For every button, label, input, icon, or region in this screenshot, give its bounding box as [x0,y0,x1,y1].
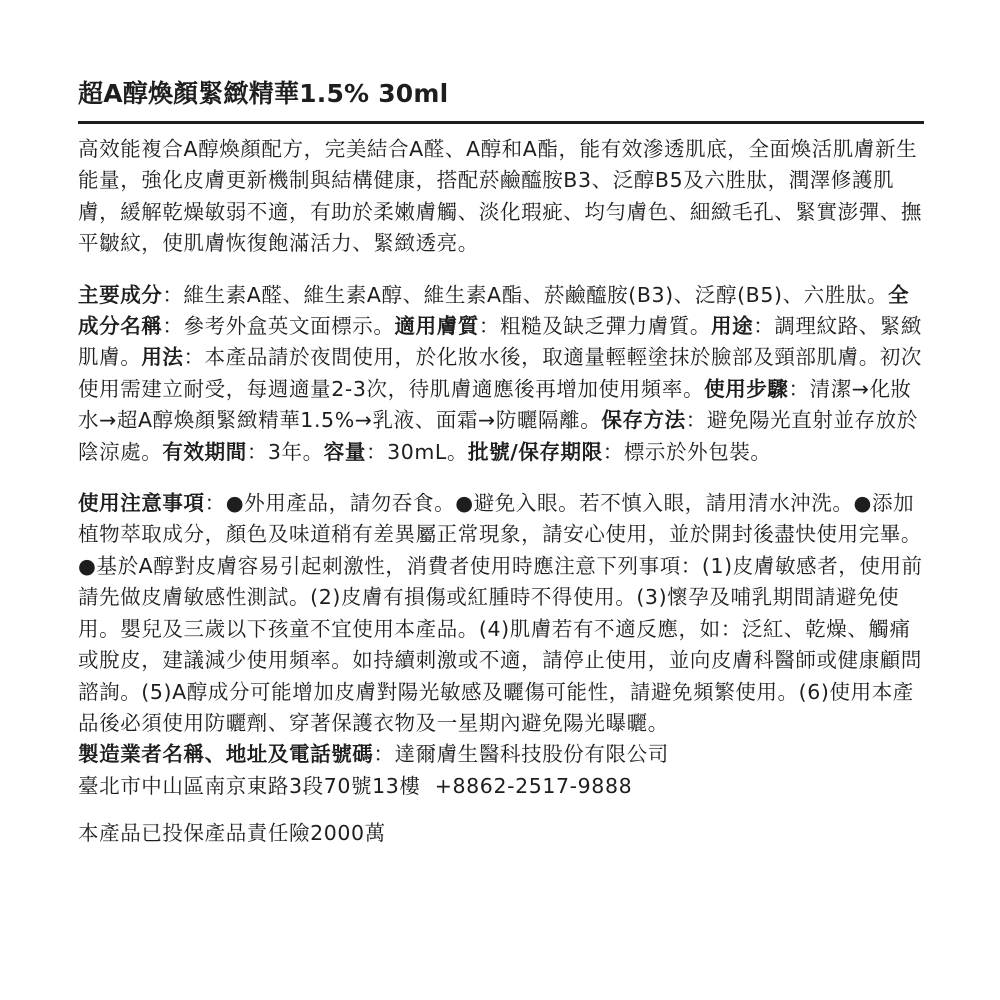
manufacturer-line [78,739,924,770]
cautions-text: ：●外用產品，請勿吞食。●避免入眼。若不慎入眼，請用清水沖洗。●添加植物萃取成分，顏色及味道稍有差異屬正常現象，請安心使用，並於開封後盡快使用完畢。●基於A醇對皮膚容易引起刺激性，消費者使用時應注意下列事項：(1)皮膚敏感者，使用前請先做皮膚敏感性測試。(2)皮膚有損傷或紅腫時不得使用。(3)懷孕及哺乳期間請避免使用。嬰兒及三歲以下孩童不宜使用本產品。(4)肌膚若有不適反應，如：泛紅、乾燥、觸痛或脫皮，建議減少使用頻率。如持續刺激或不適，請停止使用，並向皮膚科醫師或健康顧問諮詢。(5)A醇成分可能增加皮膚對陽光敏感及曬傷可能性，請避免頻繁使用。(6)使用本產品後必須使用防曬劑、穿著保護衣物及一星期內避免陽光曝曬。 [78,491,923,735]
skin-type-value: ：粗糙及缺乏彈力膚質。 [478,314,712,339]
product-title: 超A醇煥顏緊緻精華1.5% 30ml [78,79,449,108]
skin-type-label: 適用膚質 [394,314,479,339]
steps-label: 使用步驟 [704,376,789,401]
main-ingredients-value: ：維生素A醛、維生素A醇、維生素A酯、菸鹼醯胺(B3)、泛醇(B5)、六胜肽。 [162,282,889,307]
steps-value: ：清潔→化妝水→超A醇煥顏緊緻精華1.5%→乳液、面霜→防曬隔離。 [78,376,912,433]
info-paragraph [78,280,924,468]
validity-value: ：3年。 [246,439,324,464]
title-divider [78,121,924,124]
usage-label: 用法 [141,345,184,370]
capacity-label: 容量 [323,439,366,464]
manufacturer-label: 製造業者名稱、地址及電話號碼 [78,742,374,767]
main-ingredients-label: 主要成分 [78,282,163,307]
manufacturer-address: 臺北市中山區南京東路3段70號13樓 +8862-2517-9888 [78,773,633,798]
full-ingredients-label: 全成分名稱 [78,282,910,339]
insurance-note: 本產品已投保產品責任險2000萬 [78,821,386,846]
storage-value: ：避免陽光直射並存放於陰涼處。 [78,408,918,464]
description-paragraph: 高效能複合A醇煥顏配方，完美結合A醛、A醇和A酯，能有效滲透肌底，全面煥活肌膚新生能量，強化皮膚更新機制與結構健康，搭配菸鹼醯胺B3、泛醇B5及六胜肽，潤澤修護肌膚，緩解乾燥敏弱不適，有助於柔嫩膚觸、淡化瑕疵、均勻膚色、細緻毛孔、緊實澎彈、撫平皺紋，使肌膚恢復飽滿活力、緊緻透亮。 [78,137,922,256]
full-ingredients-value: ：參考外盒英文面標示。 [162,314,395,339]
cautions-paragraph [78,488,924,739]
capacity-value: ：30mL。 [365,439,469,464]
batch-label: 批號/保存期限 [468,439,603,464]
manufacturer-name: ：達爾膚生醫科技股份有限公司 [373,742,669,767]
cautions-label: 使用注意事項 [78,491,205,516]
storage-label: 保存方法 [601,408,686,433]
purpose-label: 用途 [711,314,754,339]
validity-label: 有效期間 [162,439,247,464]
purpose-value: ：調理紋路、緊緻肌膚。 [78,314,923,370]
usage-value: ：本產品請於夜間使用，於化妝水後，取適量輕輕塗抹於臉部及頸部肌膚。初次使用需建立耐受，每週適量2-3次，待肌膚適應後再增加使用頻率。 [78,345,923,401]
product-content [78,134,924,850]
batch-value: ：標示於外包裝。 [602,439,772,464]
